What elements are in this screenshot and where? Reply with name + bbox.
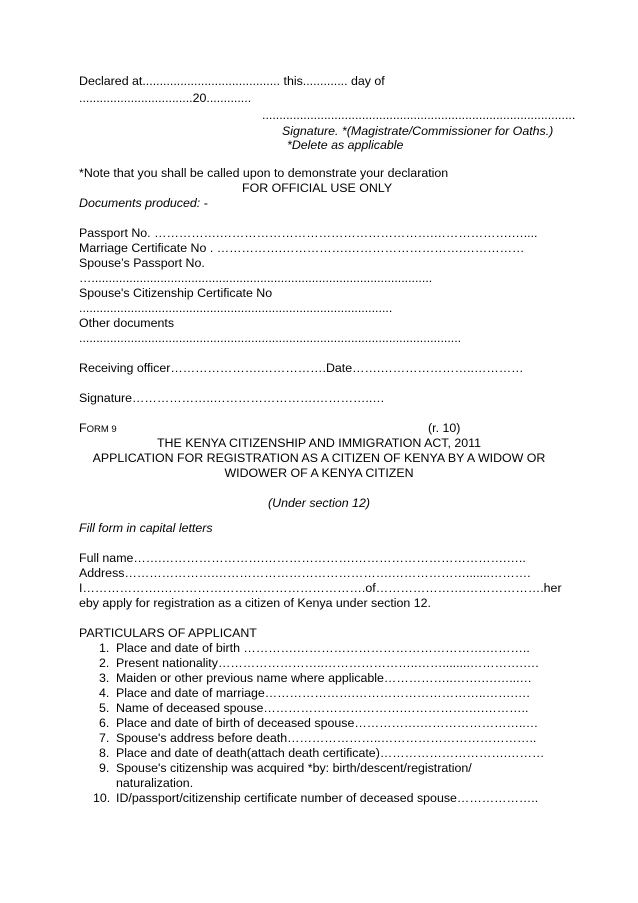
documents-produced-label: Documents produced: - [79, 196, 208, 210]
section-reference: (Under section 12) [268, 496, 370, 510]
delete-note: *Delete as applicable [287, 138, 404, 152]
signature-dots: ........................................................................................... [262, 108, 576, 122]
spouse-citizenship-dots: ........................................................................................... [79, 301, 393, 315]
receiving-officer-field: Receiving officer………………….…………….Date…….…………………..………… [79, 361, 524, 375]
application-title-line1: APPLICATION FOR REGISTRATION AS A CITIZEN OF KENYA BY A WIDOW OR [92, 451, 546, 465]
list-item: Spouse's address before death…………………..……………………………….. [116, 731, 537, 745]
demonstrate-note: *Note that you shall be called upon to demonstrate your declaration [79, 166, 449, 180]
passport-no-field: Passport No. …………….…………………………………………….……………….….... [79, 226, 538, 240]
full-name-field: Full name…….…………………….………………….……………………………….….. [79, 551, 526, 565]
act-title: THE KENYA CITIZENSHIP AND IMMIGRATION ACT, 2011 [156, 436, 482, 450]
list-item: Present nationality……………………..…………………..……........………….…. [116, 656, 539, 670]
item-number: 7. [99, 731, 110, 745]
capital-letters-instruction: Fill form in capital letters [79, 521, 213, 535]
item-number: 8. [99, 746, 110, 760]
application-title-line2: WIDOWER OF A KENYA CITIZEN [224, 466, 414, 480]
signature-label: Signature. *(Magistrate/Commissioner for Oaths.) [282, 124, 554, 138]
spouse-passport-dots: …................................................................................................... [79, 271, 433, 285]
list-item: Place and date of death(attach death certificate)………………………….……… [116, 746, 545, 760]
item-number: 5. [99, 701, 110, 715]
form-number: FORM 9 [79, 421, 117, 435]
list-item: ID/passport/citizenship certificate number of deceased spouse……………….. [116, 791, 539, 805]
other-documents-label: Other documents [79, 316, 175, 330]
list-item: Place and date of marriage………………….…………………………..…….…. [116, 686, 530, 700]
item-number: 6. [99, 716, 110, 730]
spouse-citizenship-label: Spouse's Citizenship Certificate No [79, 286, 273, 300]
applicant-declaration-line: I……………….………………….……………………….of………………….……………….her [79, 581, 562, 595]
item-number: 2. [99, 656, 110, 670]
list-item: Spouse's citizenship was acquired *by: birth/descent/registration/ [116, 761, 472, 775]
official-use-heading: FOR OFFICIAL USE ONLY [242, 181, 393, 195]
particulars-heading: PARTICULARS OF APPLICANT [79, 626, 257, 640]
list-item: Maiden or other previous name where applicable……………..…….….…...… [116, 671, 532, 685]
spouse-passport-label: Spouse’s Passport No. [79, 256, 205, 270]
item-number: 4. [99, 686, 110, 700]
item-number: 10. [93, 791, 111, 805]
declared-at-line: Declared at........................................ this............. day of [79, 74, 385, 88]
rule-reference: (r. 10) [428, 421, 461, 435]
list-item: Place and date of birth ………….……………………………………….……….. [116, 641, 530, 655]
declared-date-line: .................................20............. [79, 91, 252, 105]
item-number: 9. [99, 761, 110, 775]
list-item: Place and date of birth of deceased spouse…………….……………………..… [116, 716, 539, 730]
marriage-certificate-field: Marriage Certificate No . …………….…………….……………………….…………… [79, 241, 525, 255]
list-item: Name of deceased spouse…………………………….…………….….……….. [116, 701, 529, 715]
item-number: 3. [99, 671, 110, 685]
applicant-declaration-line2: eby apply for registration as a citizen of Kenya under section 12. [79, 596, 431, 610]
other-documents-dots: ............................................................................................................... [79, 331, 462, 345]
officer-signature-field: Signature………………..…………………….…………..… [79, 391, 385, 405]
item-number: 1. [99, 641, 110, 655]
list-item-continuation: naturalization. [116, 776, 194, 790]
address-field: Address………………….…………………………………….……………….......………. [79, 566, 531, 580]
